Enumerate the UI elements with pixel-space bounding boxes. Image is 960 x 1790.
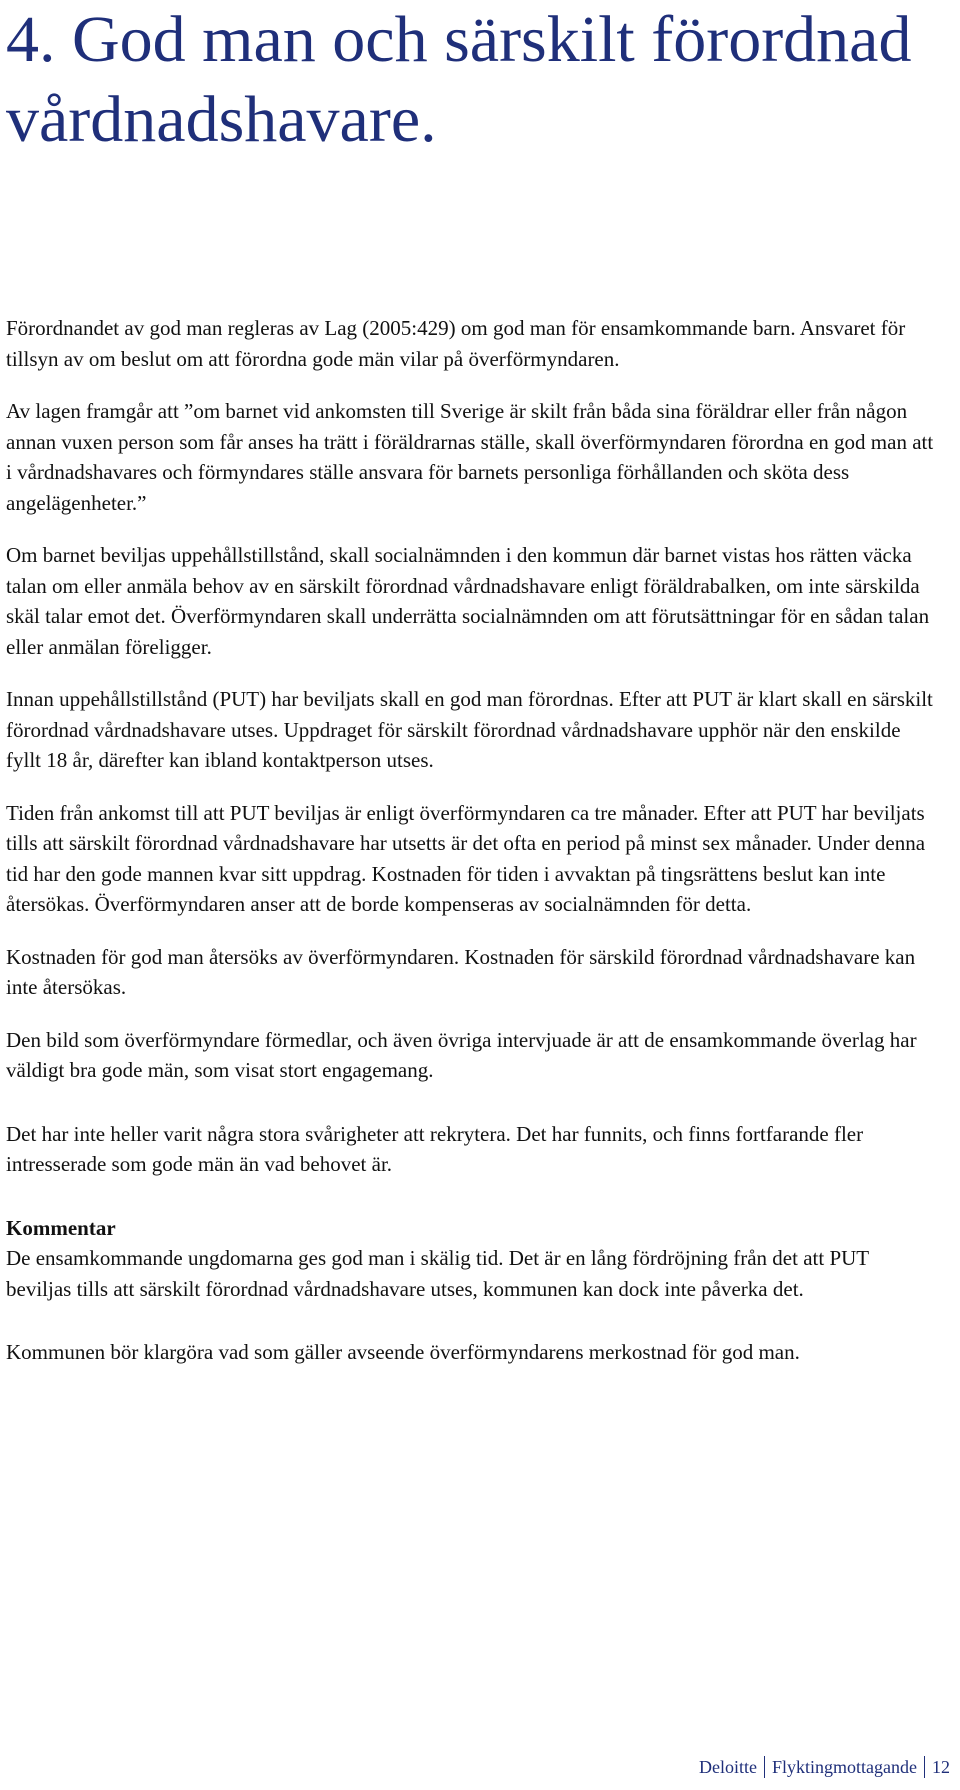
kommentar-paragraph-2: Kommunen bör klargöra vad som gäller avseende överförmyndarens merkostnad för god man. (6, 1340, 800, 1364)
kommentar-paragraph-1: De ensamkommande ungdomarna ges god man i skälig tid. Det är en lång fördröjning från det att PUT beviljas tills att särskilt förordnad vårdnadshavare utses, kommunen kan dock inte påverka det. (6, 1246, 869, 1301)
paragraph-7: Den bild som överförmyndare förmedlar, och även övriga intervjuade är att de ensamkommande överlag har väldigt bra gode män, som visat stort engagemang. (6, 1027, 917, 1082)
footer-divider (764, 1756, 765, 1778)
page-number: 12 (932, 1757, 950, 1777)
page-footer (699, 1756, 950, 1778)
paragraph-2: Av lagen framgår att ”om barnet vid ankomsten till Sverige är skilt från båda sina föräldrar eller från någon annan vuxen person som får anses ha trätt i föräldrarnas ställe, skall överförmyndaren förordna en god man att i vårdnadshavares och förmyndares ställe ansvara för barnets personliga förhållanden och sköta dess angelägenheter.” (6, 399, 934, 515)
paragraph-4: Innan uppehållstillstånd (PUT) har beviljats skall en god man förordnas. Efter att PUT är klart skall en särskilt förordnad vårdnadshavare utses. Uppdraget för särskilt förordnad vårdnadshavare upphör när den enskilde fyllt 18 år, därefter kan ibland kontaktperson utses. (6, 687, 933, 772)
paragraph-6: Kostnaden för god man återsöks av överförmyndaren. Kostnaden för särskild förordnad vårdnadshavare kan inte återsökas. (6, 944, 916, 999)
footer-company: Deloitte (699, 1757, 758, 1777)
body-text (6, 313, 936, 1368)
footer-divider (924, 1756, 925, 1778)
kommentar-heading: Kommentar (6, 1215, 116, 1240)
paragraph-8: Det har inte heller varit några stora svårigheter att rekrytera. Det har funnits, och finns fortfarande fler intresserade som gode män än vad behovet är. (6, 1121, 864, 1176)
footer-department: Flyktingmottagande (772, 1757, 917, 1777)
paragraph-5: Tiden från ankomst till att PUT beviljas är enligt överförmyndaren ca tre månader. Efter att PUT har beviljats tills att särskilt förordnad vårdnadshavare har utsetts är det ofta en period på minst sex månader. Under denna tid har den gode mannen kvar sitt uppdrag. Kostnaden för tiden i avvaktan på tingsrättens beslut kan inte återsökas. Överförmyndaren anser att de borde kompenseras av socialnämnden för detta. (6, 800, 926, 916)
page-heading: 4. God man och särskilt förordnad vårdnadshavare. (6, 3, 912, 156)
paragraph-1: Förordnandet av god man regleras av Lag (2005:429) om god man för ensamkommande barn. Ansvaret för tillsyn av om beslut om att förordna gode män vilar på överförmyndaren. (6, 316, 906, 371)
paragraph-3: Om barnet beviljas uppehållstillstånd, skall socialnämnden i den kommun där barnet vistas hos rätten väcka talan om eller anmäla behov av en särskilt förordnad vårdnadshavare enligt föräldrabalken, om inte särskilda skäl talar emot det. Överförmyndaren skall underrätta socialnämnden om att förutsättningar för en sådan talan eller anmälan föreligger. (6, 543, 930, 659)
